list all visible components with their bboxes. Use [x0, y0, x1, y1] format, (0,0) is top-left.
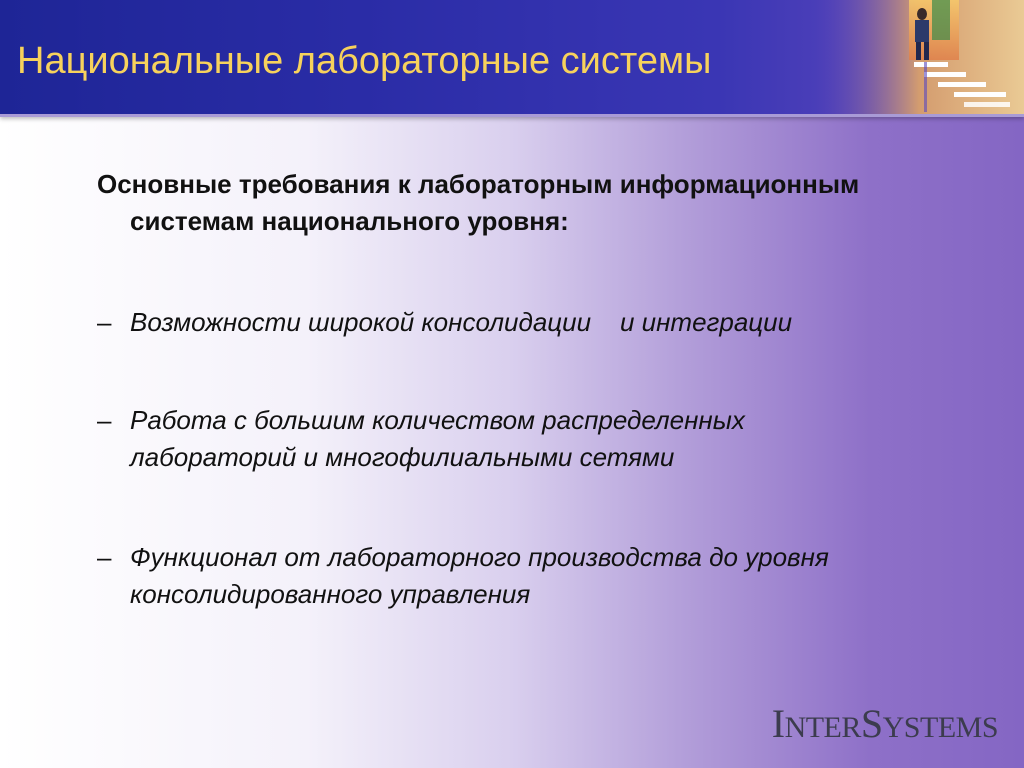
- bullet-item: [97, 402, 937, 476]
- logo-letter-i: I: [771, 701, 785, 746]
- logo-letters-ystems: YSTEMS: [882, 711, 998, 744]
- bullet-item: [97, 539, 937, 613]
- slide-title: Национальные лабораторные системы: [17, 40, 712, 82]
- bullet-item: [97, 304, 937, 341]
- intersystems-logo: [772, 700, 998, 747]
- bullet-text: Возможности широкой консолидации и интеграции: [130, 307, 793, 337]
- bullet-text-line-1: Функционал от лабораторного производства до уровня: [130, 542, 829, 572]
- logo-letters-nter: NTER: [784, 711, 861, 744]
- bullet-text-line-1: Работа с большим количеством распределенных: [130, 405, 745, 435]
- bullet-dash: –: [97, 405, 112, 435]
- bullet-dash: –: [97, 542, 112, 572]
- bullet-dash: –: [97, 307, 112, 337]
- title-bar: [0, 0, 1024, 117]
- requirements-heading: [97, 166, 957, 240]
- logo-letter-s: S: [860, 701, 883, 746]
- bullet-text-line-2: лабораторий и многофилиальными сетями: [130, 442, 675, 472]
- heading-line-1: Основные требования к лабораторным информационным: [97, 169, 860, 199]
- staircase-figure-icon: [814, 0, 1024, 114]
- heading-line-2: системам национального уровня:: [130, 206, 569, 236]
- bullet-text-line-2: консолидированного управления: [130, 579, 531, 609]
